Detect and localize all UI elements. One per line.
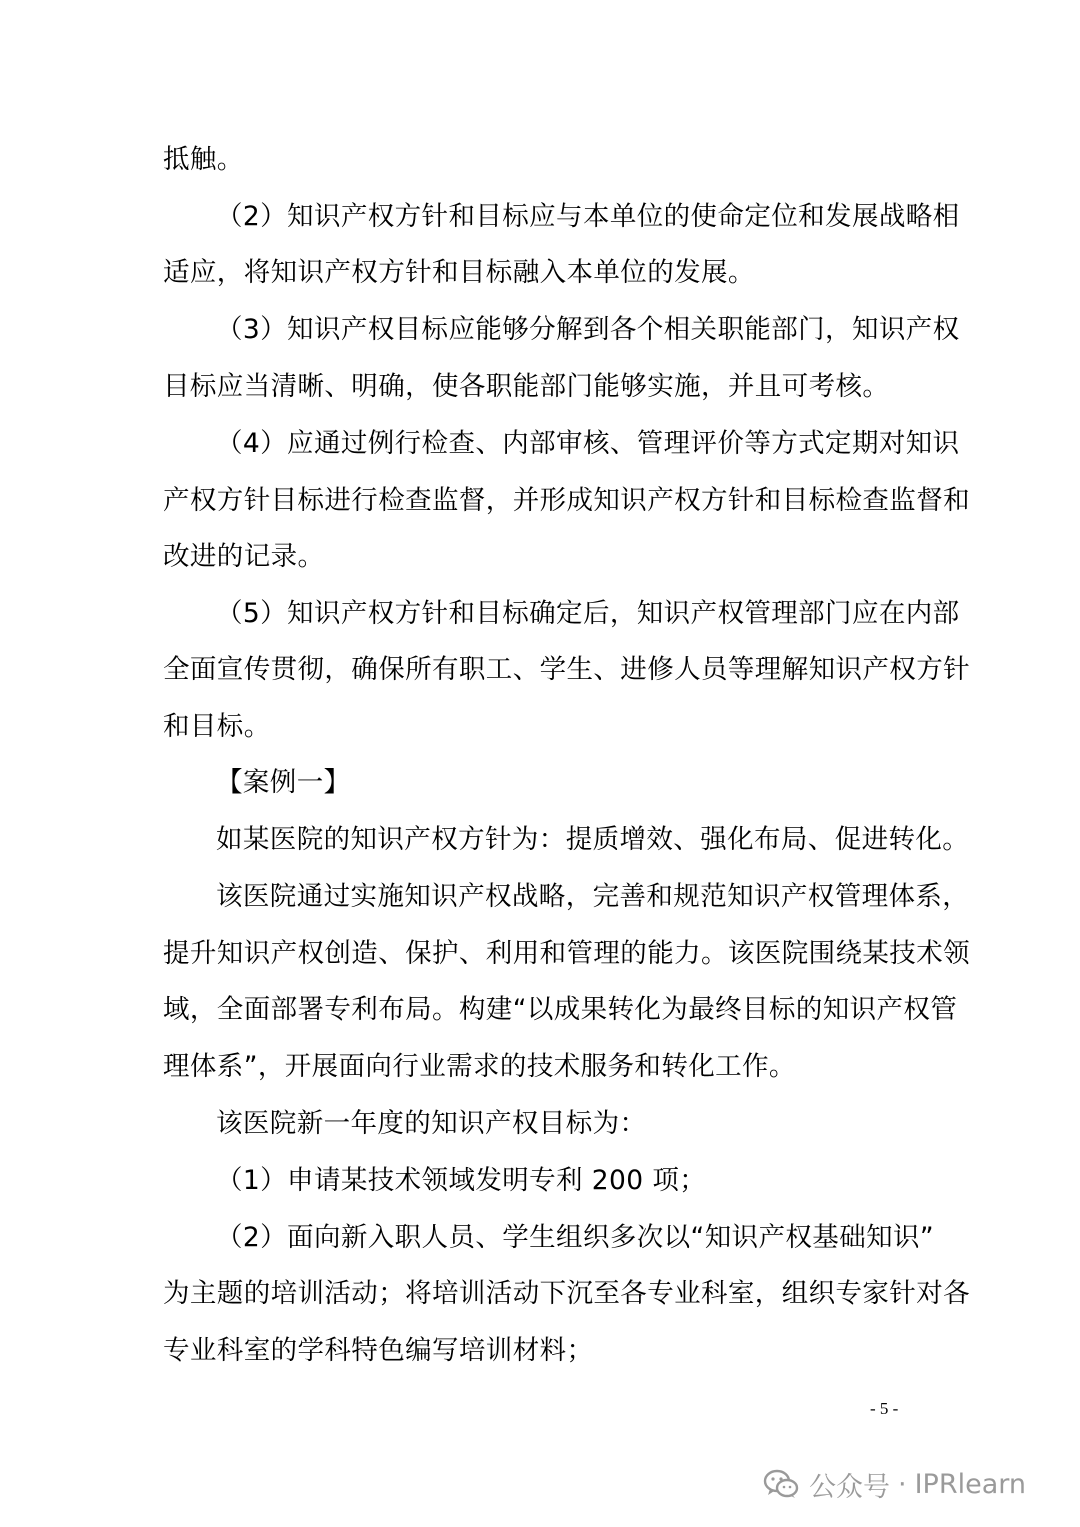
paragraph-line: （2）知识产权方针和目标应与本单位的使命定位和发展战略相 [216, 201, 960, 232]
paragraph-line: 该医院新一年度的知识产权目标为： [216, 1108, 647, 1139]
case-heading: 【案例一】 [216, 767, 351, 798]
paragraph-line: （5）知识产权方针和目标确定后，知识产权管理部门应在内部 [216, 598, 960, 629]
page-number: - 5 - [870, 1399, 899, 1418]
paragraph-line: 产权方针目标进行检查监督，并形成知识产权方针和目标检查监督和 [163, 485, 970, 516]
paragraph-line: 提升知识产权创造、保护、利用和管理的能力。该医院围绕某技术领 [163, 938, 970, 969]
paragraph-line: 目标应当清晰、明确，使各职能部门能够实施，并且可考核。 [163, 371, 890, 402]
watermark-account: IPRlearn [914, 1468, 1026, 1500]
paragraph-line: 理体系”，开展面向行业需求的技术服务和转化工作。 [163, 1051, 796, 1082]
paragraph-line: （2）面向新入职人员、学生组织多次以“知识产权基础知识” [216, 1222, 935, 1253]
paragraph-line: （1）申请某技术领域发明专利 200 项； [216, 1165, 707, 1196]
watermark [763, 1462, 1026, 1506]
paragraph-line: 该医院通过实施知识产权战略，完善和规范知识产权管理体系， [216, 881, 970, 912]
paragraph-line: 适应，将知识产权方针和目标融入本单位的发展。 [163, 257, 755, 288]
paragraph-line: 如某医院的知识产权方针为：提质增效、强化布局、促进转化。 [216, 824, 970, 855]
paragraph-line: 专业科室的学科特色编写培训材料； [163, 1335, 594, 1366]
paragraph-line: 改进的记录。 [163, 541, 325, 572]
paragraph-line: 全面宣传贯彻，确保所有职工、学生、进修人员等理解知识产权方针 [163, 654, 970, 685]
paragraph-line: 抵触。 [163, 144, 244, 175]
paragraph-line: 为主题的培训活动；将培训活动下沉至各专业科室，组织专家针对各 [163, 1278, 970, 1309]
paragraph-line: 域，全面部署专利布局。构建“以成果转化为最终目标的知识产权管 [163, 994, 958, 1025]
paragraph-line: 和目标。 [163, 711, 271, 742]
watermark-separator: · [898, 1468, 907, 1500]
paragraph-line: （4）应通过例行检查、内部审核、管理评价等方式定期对知识 [216, 428, 960, 459]
paragraph-line: （3）知识产权目标应能够分解到各个相关职能部门，知识产权 [216, 314, 960, 345]
wechat-icon [763, 1469, 799, 1499]
watermark-source: 公众号 [809, 1471, 890, 1503]
